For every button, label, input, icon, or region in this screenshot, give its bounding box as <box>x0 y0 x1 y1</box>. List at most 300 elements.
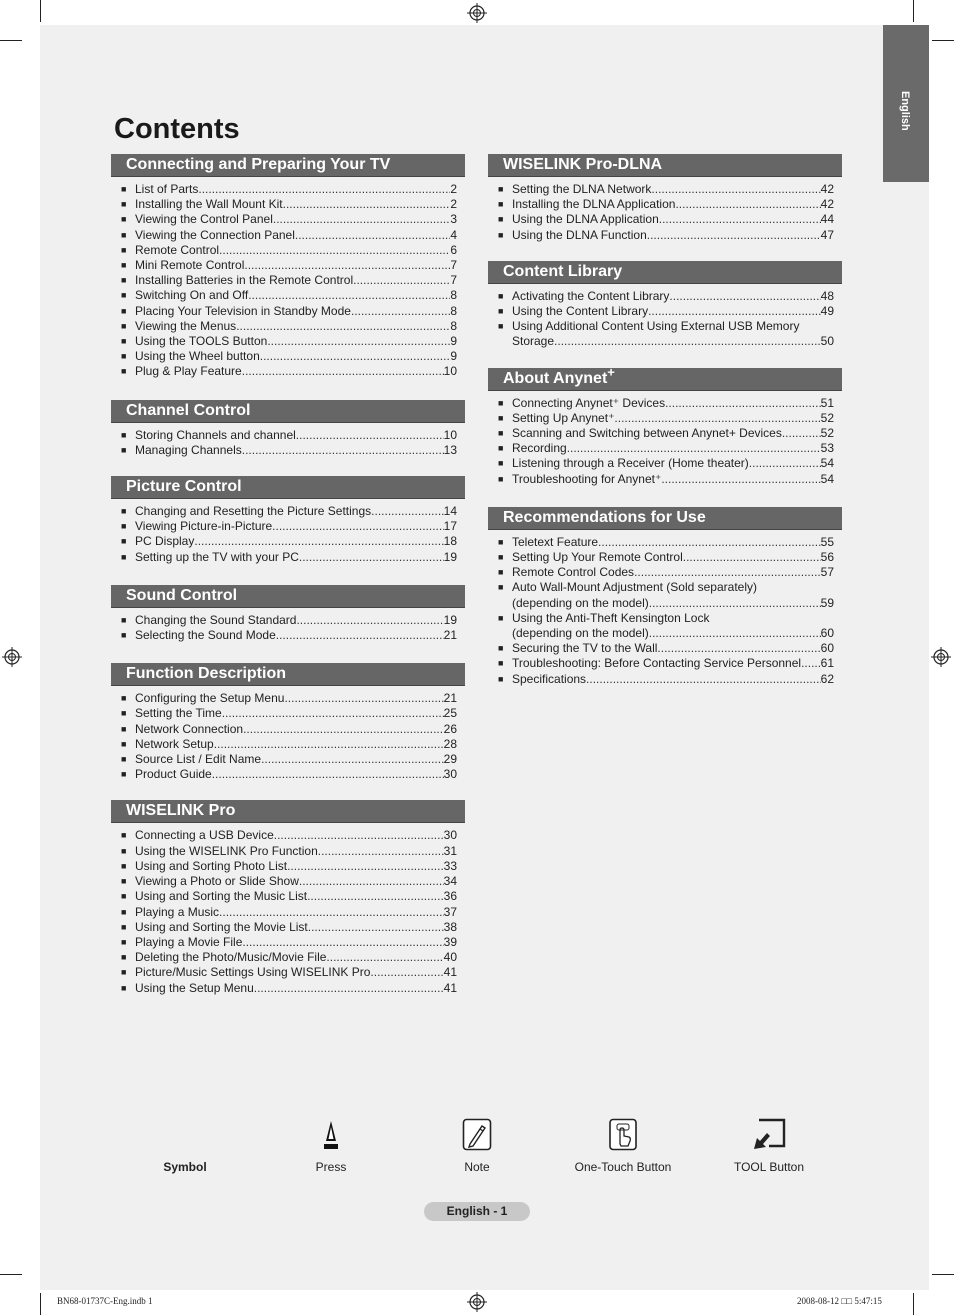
one-touch-button-label: One-Touch Button <box>574 1160 672 1174</box>
crop-mark <box>40 1293 41 1315</box>
leader-dots <box>296 613 443 628</box>
toc-entry[interactable] <box>498 396 834 411</box>
leader-dots <box>801 656 821 671</box>
toc-entry-text: ■ Managing Channels <box>135 442 242 457</box>
toc-page-number: 33 <box>443 858 457 873</box>
crop-mark <box>913 0 914 22</box>
toc-entry-text: ■ Using the WISELINK Pro Function <box>135 843 318 858</box>
toc-entry[interactable] <box>121 752 457 767</box>
toc-entry[interactable] <box>121 443 457 458</box>
toc-entry-text: ■ Switching On and Off <box>135 288 249 303</box>
toc-page-number: 3 <box>450 212 457 227</box>
toc-page-number: 18 <box>443 534 457 549</box>
toc-entry[interactable] <box>121 228 457 243</box>
toc-entry-text: ■ Changing and Resetting the Picture Settings <box>135 504 372 519</box>
toc-entry[interactable] <box>121 828 457 843</box>
crop-mark <box>932 40 954 41</box>
toc-entry-text: ■ Changing the Sound Standard <box>135 612 297 627</box>
toc-entry[interactable] <box>121 613 457 628</box>
toc-entry-text: ■ Network Setup <box>135 736 214 751</box>
crop-mark <box>0 1274 22 1275</box>
leader-dots <box>665 396 821 411</box>
leader-dots <box>307 889 444 904</box>
toc-entry[interactable] <box>121 273 457 288</box>
toc-entry-text: ■ Installing Batteries in the Remote Control <box>135 273 354 288</box>
toc-entry-text: ■ Scanning and Switching between Anynet+ Devices <box>512 426 782 441</box>
toc-page-number: 8 <box>450 288 457 303</box>
leader-dots <box>283 197 451 212</box>
toc-entry[interactable] <box>498 197 834 212</box>
leader-dots <box>651 182 820 197</box>
toc-page-number: 37 <box>443 904 457 919</box>
toc-page-number: 44 <box>820 212 834 227</box>
toc-page-number: 36 <box>443 889 457 904</box>
leader-dots <box>296 428 444 443</box>
toc-entry[interactable] <box>121 349 457 364</box>
toc-entry-text: ■ Viewing the Control Panel <box>135 212 273 227</box>
symbol-heading: Symbol <box>163 1160 207 1174</box>
press-icon <box>271 1115 391 1151</box>
toc-entry[interactable] <box>121 243 457 258</box>
leader-dots <box>236 319 450 334</box>
leader-dots <box>214 737 444 752</box>
toc-entry[interactable] <box>498 456 834 471</box>
toc-entry[interactable] <box>498 611 834 641</box>
leader-dots <box>254 981 444 996</box>
toc-entry-text: ■ Installing the DLNA Application <box>512 197 676 212</box>
toc-left-column <box>111 154 465 996</box>
toc-entry-text-cont: (depending on the model) <box>512 595 649 610</box>
toc-page-number: 10 <box>443 364 457 379</box>
toc-entry-text: ■ Viewing the Connection Panel <box>135 227 295 242</box>
section-header <box>111 663 465 686</box>
leader-dots <box>598 535 821 550</box>
toc-entry-text: ■ Using and Sorting the Music List <box>135 889 308 904</box>
leader-dots <box>370 965 443 980</box>
toc-entry[interactable] <box>121 965 457 980</box>
toc-page-number: 19 <box>443 612 457 627</box>
crop-mark <box>913 1293 914 1315</box>
toc-entry[interactable] <box>121 920 457 935</box>
toc-section <box>111 476 465 565</box>
toc-section <box>488 261 842 350</box>
toc-entry-text-cont: (depending on the model) <box>512 626 649 641</box>
toc-entry[interactable] <box>498 441 834 456</box>
toc-page-number: 48 <box>820 288 834 303</box>
section-header <box>111 154 465 177</box>
toc-entry-text: ■ Product Guide <box>135 767 212 782</box>
toc-page-number: 52 <box>820 426 834 441</box>
toc-page-number: 55 <box>820 534 834 549</box>
toc-entry-text: ■ Auto Wall-Mount Adjustment (Sold separately) <box>512 580 757 595</box>
leader-dots <box>267 334 450 349</box>
leader-dots <box>371 504 443 519</box>
toc-entry[interactable] <box>121 767 457 782</box>
toc-page-number: 8 <box>450 303 457 318</box>
tool-button-label: TOOL Button <box>733 1160 805 1174</box>
toc-entry[interactable] <box>121 844 457 859</box>
toc-entry-text: ■ Deleting the Photo/Music/Movie File <box>135 950 327 965</box>
toc-entry-text-cont: Storage <box>512 334 555 349</box>
section-title: Connecting and Preparing Your TV <box>126 156 391 173</box>
toc-entry-text: ■ Using the Content Library <box>512 304 649 319</box>
toc-page-number: 21 <box>443 691 457 706</box>
toc-page-number: 41 <box>443 965 457 980</box>
toc-entry-text: ■ Using the Setup Menu <box>135 980 254 995</box>
section-header <box>111 800 465 823</box>
toc-entry-text: ■ Troubleshooting: Before Contacting Service Personnel <box>512 656 802 671</box>
toc-section <box>488 364 842 487</box>
leader-dots <box>284 691 443 706</box>
toc-entry-text: ■ Specifications <box>512 671 587 686</box>
leader-dots <box>649 626 821 641</box>
toc-section <box>488 507 842 687</box>
toc-entry-text: ■ Setting Up Anynet⁺ <box>512 410 615 425</box>
symbol-one-touch <box>563 1115 683 1174</box>
toc-entry[interactable] <box>121 197 457 212</box>
toc-entry-text: ■ Placing Your Television in Standby Mode <box>135 303 351 318</box>
toc-page-number: 29 <box>443 752 457 767</box>
leader-dots <box>198 182 450 197</box>
toc-page-number: 9 <box>450 349 457 364</box>
toc-entry-line2 <box>512 334 834 349</box>
toc-page-number: 8 <box>450 318 457 333</box>
symbol-press <box>271 1115 391 1174</box>
toc-page-number: 9 <box>450 334 457 349</box>
toc-page-number: 53 <box>820 441 834 456</box>
leader-dots <box>661 472 820 487</box>
toc-entry[interactable] <box>121 534 457 549</box>
press-label: Press <box>315 1160 347 1174</box>
toc-entry-text: ■ Installing the Wall Mount Kit <box>135 197 283 212</box>
toc-page-number: 59 <box>820 595 834 610</box>
toc-entry-text: ■ Configuring the Setup Menu <box>135 691 285 706</box>
toc-section <box>488 154 842 243</box>
leader-dots <box>614 411 820 426</box>
leader-dots <box>567 441 821 456</box>
leader-dots <box>222 706 444 721</box>
section-header <box>111 585 465 608</box>
toc-page-number: 54 <box>820 471 834 486</box>
toc-entry[interactable] <box>498 580 834 610</box>
leader-dots <box>782 426 821 441</box>
crop-mark <box>40 0 41 22</box>
toc-entry[interactable] <box>121 889 457 904</box>
toc-page-number: 34 <box>443 874 457 889</box>
toc-entry[interactable] <box>121 905 457 920</box>
toc-entry[interactable] <box>121 258 457 273</box>
leader-dots <box>212 767 444 782</box>
toc-page-number: 25 <box>443 706 457 721</box>
leader-dots <box>669 289 820 304</box>
toc-page-number: 7 <box>450 273 457 288</box>
section-header <box>488 154 842 177</box>
toc-page-number: 42 <box>820 182 834 196</box>
toc-entry-text: ■ Storing Channels and channel <box>135 427 296 442</box>
toc-entry[interactable] <box>498 656 834 671</box>
toc-entry-text: ■ Using the DLNA Function <box>512 227 647 242</box>
section-header <box>488 261 842 284</box>
toc-entry-line2 <box>512 626 834 641</box>
toc-page-number: 14 <box>443 504 457 519</box>
section-title: Picture Control <box>126 478 242 496</box>
page-number-badge: English - 1 <box>424 1202 530 1221</box>
section-header <box>488 507 842 530</box>
section-header <box>488 364 842 391</box>
toc-page-number: 30 <box>443 828 457 843</box>
leader-dots <box>647 228 821 243</box>
toc-entry[interactable] <box>121 504 457 519</box>
toc-section <box>111 800 465 995</box>
toc-entry[interactable] <box>121 628 457 643</box>
toc-entry[interactable] <box>498 182 834 197</box>
section-title-superscript: + <box>607 364 615 380</box>
crop-mark <box>0 40 22 41</box>
toc-entry-text: ■ Using the Wheel button <box>135 349 260 364</box>
toc-page-number: 2 <box>450 182 457 196</box>
page-title: Contents <box>114 113 240 145</box>
toc-page-number: 39 <box>443 934 457 949</box>
toc-page-number: 2 <box>450 197 457 212</box>
toc-entry-text: ■ Securing the TV to the Wall <box>512 641 658 656</box>
one-touch-button-icon <box>563 1115 683 1151</box>
section-header <box>111 476 465 499</box>
file-slug: BN68-01737C-Eng.indb 1 <box>57 1296 153 1306</box>
symbol-legend <box>0 1115 954 1185</box>
toc-entry-text: ■ Activating the Content Library <box>512 288 670 303</box>
leader-dots <box>248 288 450 303</box>
leader-dots <box>273 212 450 227</box>
toc-entry[interactable] <box>121 550 457 565</box>
toc-entry-text: ■ Setting the Time <box>135 706 222 721</box>
leader-dots <box>242 364 444 379</box>
leader-dots <box>244 258 450 273</box>
language-tab-label: English <box>899 91 911 131</box>
symbol-note <box>417 1115 537 1174</box>
toc-entry[interactable] <box>121 691 457 706</box>
toc-entry[interactable] <box>498 426 834 441</box>
toc-entry-text: ■ Playing a Movie File <box>135 934 243 949</box>
toc-page-number: 62 <box>820 671 834 686</box>
toc-page-number: 54 <box>820 456 834 471</box>
toc-page-number: 30 <box>443 767 457 782</box>
leader-dots <box>276 628 444 643</box>
leader-dots <box>243 722 444 737</box>
registration-mark-icon <box>931 647 951 667</box>
toc-entry[interactable] <box>121 364 457 379</box>
toc-entry[interactable] <box>121 288 457 303</box>
toc-entry[interactable] <box>121 706 457 721</box>
toc-entry-line2 <box>512 596 834 611</box>
leader-dots <box>649 596 821 611</box>
section-title: Channel Control <box>126 401 251 419</box>
section-title: Content Library <box>503 262 623 280</box>
section-title: About Anynet <box>503 369 608 387</box>
toc-page-number: 6 <box>450 242 457 257</box>
toc-page-number: 21 <box>443 628 457 643</box>
tool-button-icon <box>709 1115 829 1151</box>
toc-entry[interactable] <box>498 672 834 687</box>
toc-page-number: 7 <box>450 258 457 273</box>
language-tab <box>883 25 929 182</box>
toc-entry-text: ■ Using the TOOLS Button <box>135 334 268 349</box>
leader-dots <box>295 228 450 243</box>
registration-mark-icon <box>2 647 22 667</box>
leader-dots <box>308 920 444 935</box>
leader-dots <box>260 349 451 364</box>
toc-entry[interactable] <box>121 319 457 334</box>
section-title: Recommendations for Use <box>503 508 706 526</box>
toc-entry[interactable] <box>121 950 457 965</box>
leader-dots <box>659 212 821 227</box>
toc-page-number: 13 <box>443 442 457 457</box>
toc-entry-text: ■ List of Parts <box>135 182 199 196</box>
leader-dots <box>242 443 444 458</box>
toc-page-number: 60 <box>820 626 834 641</box>
section-title: Sound Control <box>126 586 238 604</box>
toc-entry-text: ■ Source List / Edit Name <box>135 752 262 767</box>
toc-entry-text: ■ Mini Remote Control <box>135 258 245 273</box>
symbol-heading-cell <box>125 1115 245 1174</box>
toc-entry-text: ■ Plug & Play Feature <box>135 364 242 379</box>
crop-mark <box>932 1274 954 1275</box>
toc-section <box>111 663 465 782</box>
leader-dots <box>219 905 444 920</box>
toc-entry[interactable] <box>121 519 457 534</box>
toc-entry-text: ■ Recording <box>512 441 567 456</box>
toc-page-number: 40 <box>443 950 457 965</box>
section-title: Function Description <box>126 665 286 683</box>
date-slug: 2008-08-12 □□ 5:47:15 <box>797 1296 882 1306</box>
toc-entry[interactable] <box>121 182 457 197</box>
leader-dots <box>287 859 444 874</box>
toc-entry-text: ■ Selecting the Sound Mode <box>135 628 276 643</box>
leader-dots <box>749 456 821 471</box>
leader-dots <box>657 641 820 656</box>
toc-entry[interactable] <box>121 981 457 996</box>
toc-entry-text: ■ Troubleshooting for Anynet⁺ <box>512 471 662 486</box>
toc-entry[interactable] <box>498 472 834 487</box>
note-icon <box>417 1115 537 1151</box>
toc-entry[interactable] <box>498 228 834 243</box>
toc-entry[interactable] <box>498 289 834 304</box>
toc-entry[interactable] <box>121 304 457 319</box>
toc-entry-text: ■ Remote Control Codes <box>512 565 635 580</box>
registration-mark-icon <box>467 3 487 23</box>
toc-entry-text: ■ Teletext Feature <box>512 534 599 549</box>
toc-entry-text: ■ Using Additional Content Using External USB Memory <box>512 319 800 334</box>
toc-entry[interactable] <box>121 874 457 889</box>
toc-entry-text: ■ Setting Up Your Remote Control <box>512 550 683 565</box>
toc-page-number: 42 <box>820 197 834 212</box>
toc-page-number: 51 <box>820 395 834 410</box>
toc-page-number: 50 <box>820 334 834 349</box>
toc-page-number: 61 <box>820 656 834 671</box>
toc-entry-text: ■ Viewing a Photo or Slide Show <box>135 874 299 889</box>
toc-page-number: 19 <box>443 549 457 564</box>
toc-entry-text: ■ Using the DLNA Application <box>512 212 659 227</box>
leader-dots <box>326 950 443 965</box>
leader-dots <box>274 828 444 843</box>
toc-entry[interactable] <box>498 304 834 319</box>
toc-page-number: 41 <box>443 980 457 995</box>
toc-page-number: 38 <box>443 919 457 934</box>
toc-entry[interactable] <box>121 428 457 443</box>
toc-page-number: 17 <box>443 519 457 534</box>
registration-mark-icon <box>467 1292 487 1312</box>
leader-dots <box>683 550 821 565</box>
toc-page-number: 49 <box>820 304 834 319</box>
toc-page-number: 26 <box>443 721 457 736</box>
toc-entry[interactable] <box>121 722 457 737</box>
section-title: WISELINK Pro-DLNA <box>503 156 663 173</box>
note-label: Note <box>464 1160 490 1174</box>
leader-dots <box>675 197 820 212</box>
section-header <box>111 400 465 423</box>
toc-entry[interactable] <box>498 550 834 565</box>
leader-dots <box>586 672 821 687</box>
toc-entry-text: ■ Using and Sorting the Movie List <box>135 919 308 934</box>
toc-entry-text: ■ Viewing the Menus <box>135 318 237 333</box>
toc-page-number: 28 <box>443 736 457 751</box>
toc-entry-text: ■ Network Connection <box>135 721 244 736</box>
toc-entry[interactable] <box>498 212 834 227</box>
toc-entry-text: ■ Viewing Picture-in-Picture <box>135 519 273 534</box>
toc-entry[interactable] <box>121 212 457 227</box>
toc-entry-text: ■ Listening through a Receiver (Home theater) <box>512 456 749 471</box>
toc-entry[interactable] <box>121 859 457 874</box>
toc-entry[interactable] <box>121 935 457 950</box>
toc-page-number: 47 <box>820 227 834 242</box>
toc-entry-text: ■ Connecting Anynet⁺ Devices <box>512 395 666 410</box>
toc-entry[interactable] <box>498 319 834 349</box>
toc-entry-text: ■ Playing a Music <box>135 904 220 919</box>
toc-entry-text: ■ Connecting a USB Device <box>135 828 274 843</box>
toc-page-number: 57 <box>820 565 834 580</box>
leader-dots <box>194 534 443 549</box>
toc-entry-text: ■ Using the Anti-Theft Kensington Lock <box>512 610 710 625</box>
toc-entry[interactable] <box>498 535 834 550</box>
leader-dots <box>242 935 443 950</box>
toc-section <box>111 400 465 458</box>
leader-dots <box>299 550 444 565</box>
toc-entry-text: ■ PC Display <box>135 534 195 549</box>
toc-right-column <box>488 154 842 687</box>
toc-entry[interactable] <box>498 411 834 426</box>
toc-page-number: 31 <box>443 843 457 858</box>
toc-entry[interactable] <box>121 737 457 752</box>
leader-dots <box>272 519 443 534</box>
symbol-tool <box>709 1115 829 1174</box>
leader-dots <box>353 273 450 288</box>
leader-dots <box>351 304 450 319</box>
toc-entry[interactable] <box>498 641 834 656</box>
toc-page-number: 56 <box>820 550 834 565</box>
toc-page-number: 52 <box>820 410 834 425</box>
leader-dots <box>634 565 821 580</box>
toc-entry[interactable] <box>498 565 834 580</box>
toc-section <box>111 154 465 380</box>
toc-entry-text: ■ Using and Sorting Photo List <box>135 858 288 873</box>
toc-entry-text: ■ Remote Control <box>135 242 220 257</box>
leader-dots <box>219 243 450 258</box>
section-title: WISELINK Pro <box>126 802 236 820</box>
toc-entry[interactable] <box>121 334 457 349</box>
leader-dots <box>648 304 821 319</box>
leader-dots <box>261 752 444 767</box>
toc-entry-text: ■ Setting the DLNA Network <box>512 182 652 196</box>
toc-page-number: 4 <box>450 227 457 242</box>
